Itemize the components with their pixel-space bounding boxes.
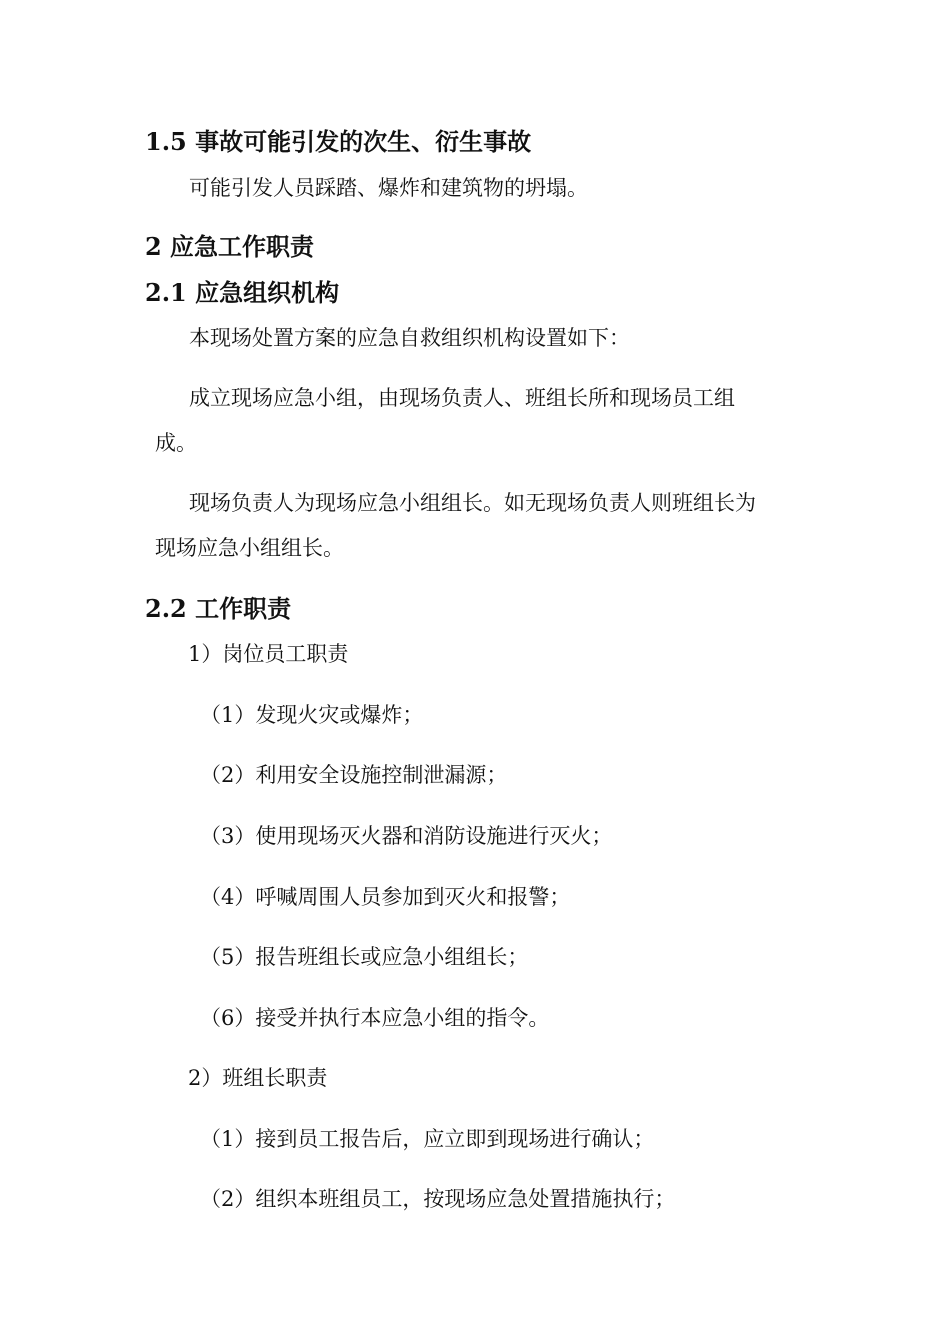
list-item xyxy=(200,947,528,968)
list-item-text: 呼喊周围人员参加到灭火和报警； xyxy=(255,885,571,909)
section-2-1-para-1: 本现场处置方案的应急自救组织机构设置如下： xyxy=(189,326,630,350)
group-2-title: 班组长职责 xyxy=(222,1066,328,1090)
list-item xyxy=(200,1008,549,1029)
section-1-5-body: 可能引发人员踩踏、爆炸和建筑物的坍塌。 xyxy=(189,176,588,200)
list-item xyxy=(200,1189,675,1210)
group-2-heading xyxy=(188,1068,327,1089)
list-item-number: （6） xyxy=(200,1006,256,1030)
list-item-number: （5） xyxy=(200,945,256,969)
list-item-text: 接受并执行本应急小组的指令。 xyxy=(255,1006,550,1030)
list-item-number: （1） xyxy=(200,703,256,727)
section-2-1-para-2-line-2: 成。 xyxy=(155,431,197,455)
section-2-heading: 2 应急工作职责 xyxy=(145,232,315,261)
group-1-title: 岗位员工职责 xyxy=(222,642,349,666)
group-2-number: 2） xyxy=(188,1066,223,1090)
list-item-number: （3） xyxy=(200,824,256,848)
list-item xyxy=(200,826,612,847)
section-1-5-heading: 1.5 事故可能引发的次生、衍生事故 xyxy=(145,127,532,156)
list-item-number: （2） xyxy=(200,1187,256,1211)
list-item xyxy=(200,765,507,786)
list-item-text: 使用现场灭火器和消防设施进行灭火； xyxy=(255,824,613,848)
list-item xyxy=(200,705,423,726)
group-1-number: 1） xyxy=(188,642,223,666)
list-item-text: 利用安全设施控制泄漏源； xyxy=(255,763,508,787)
section-2-1-heading: 2.1 应急组织机构 xyxy=(145,278,340,307)
list-item-number: （2） xyxy=(200,763,256,787)
section-2-1-para-3-line-2: 现场应急小组组长。 xyxy=(155,536,344,560)
list-item xyxy=(200,887,570,908)
section-2-2-heading: 2.2 工作职责 xyxy=(145,594,292,623)
list-item xyxy=(200,1129,654,1150)
list-item-text: 报告班组长或应急小组组长； xyxy=(255,945,529,969)
list-item-text: 发现火灾或爆炸； xyxy=(255,703,424,727)
section-2-1-para-3-line-1: 现场负责人为现场应急小组组长。如无现场负责人则班组长为 xyxy=(189,491,756,515)
list-item-text: 组织本班组员工，按现场应急处置措施执行； xyxy=(255,1187,676,1211)
list-item-number: （4） xyxy=(200,885,256,909)
list-item-text: 接到员工报告后，应立即到现场进行确认； xyxy=(255,1127,655,1151)
list-item-number: （1） xyxy=(200,1127,256,1151)
group-1-heading xyxy=(188,644,348,665)
section-2-1-para-2-line-1: 成立现场应急小组，由现场负责人、班组长所和现场员工组 xyxy=(189,386,735,410)
